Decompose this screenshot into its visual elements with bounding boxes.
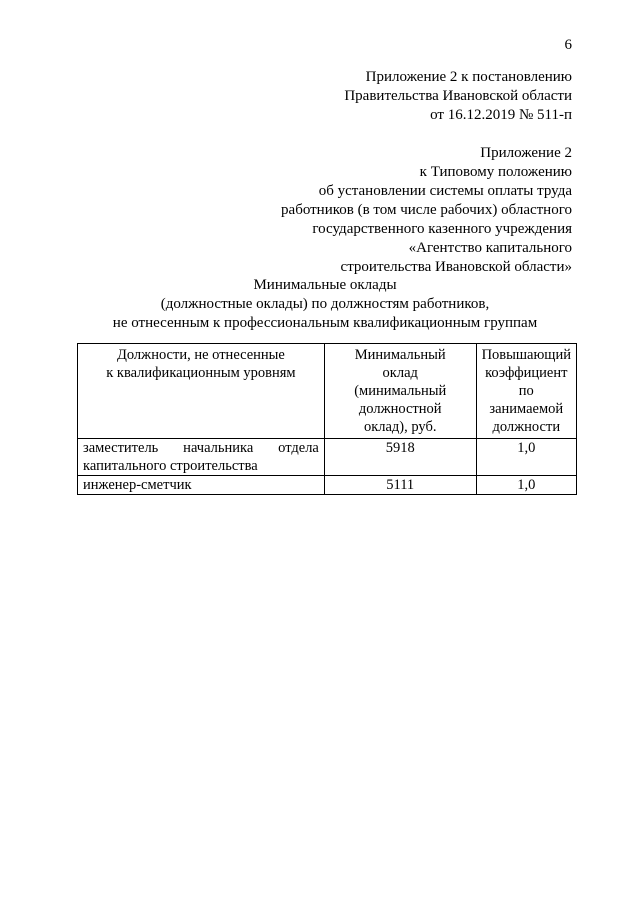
header-text: оклад), руб. [363, 419, 437, 435]
header-text: оклад [382, 365, 418, 381]
header-text: должности [492, 419, 561, 435]
header-text: Минимальный [354, 347, 446, 363]
appendix-sub-line: «Агентство капитального [408, 240, 572, 256]
appendix-sub-line: к Типовому положению [419, 164, 572, 180]
header-coefficient [476, 344, 576, 439]
document-title [75, 276, 575, 333]
cell-coefficient: 1,0 [476, 439, 576, 476]
appendix-sub-line: строительства Ивановской области» [340, 259, 572, 275]
header-position [78, 344, 325, 439]
appendix-sub-line: Приложение 2 [480, 145, 572, 161]
header-text: должностной [358, 401, 442, 417]
cell-position: инженер-сметчик [78, 476, 325, 495]
cell-position: заместитель начальника отдела капитального строительства [78, 439, 325, 476]
header-text: Должности, не отнесенные [116, 347, 285, 363]
header-text: по [518, 383, 534, 399]
header-text: занимаемой [489, 401, 564, 417]
appendix-header-line: Приложение 2 к постановлению [365, 69, 572, 85]
title-line: не отнесенным к профессиональным квалификационным группам [112, 315, 538, 331]
table-header-row [78, 344, 577, 439]
cell-salary: 5918 [324, 439, 476, 476]
header-text: Повышающий [481, 347, 571, 363]
appendix-header-line: Правительства Ивановской области [344, 88, 572, 104]
appendix-subheader [281, 144, 572, 277]
header-text: (минимальный [354, 383, 447, 399]
table-row [78, 476, 577, 495]
header-salary [324, 344, 476, 439]
appendix-sub-line: государственного казенного учреждения [312, 221, 572, 237]
table-row [78, 439, 577, 476]
cell-salary: 5111 [324, 476, 476, 495]
salary-table [77, 343, 577, 495]
appendix-header [344, 68, 572, 125]
appendix-sub-line: об установлении системы оплаты труда [318, 183, 572, 199]
page-number: 6 [564, 37, 572, 53]
title-line: (должностные оклады) по должностям работников, [160, 296, 490, 312]
header-text: к квалификационным уровням [106, 365, 296, 381]
appendix-sub-line: работников (в том числе рабочих) областного [281, 202, 572, 218]
title-line: Минимальные оклады [253, 277, 397, 293]
header-text: коэффициент [485, 365, 568, 381]
appendix-header-line: от 16.12.2019 № 511-п [430, 107, 572, 123]
cell-coefficient: 1,0 [476, 476, 576, 495]
